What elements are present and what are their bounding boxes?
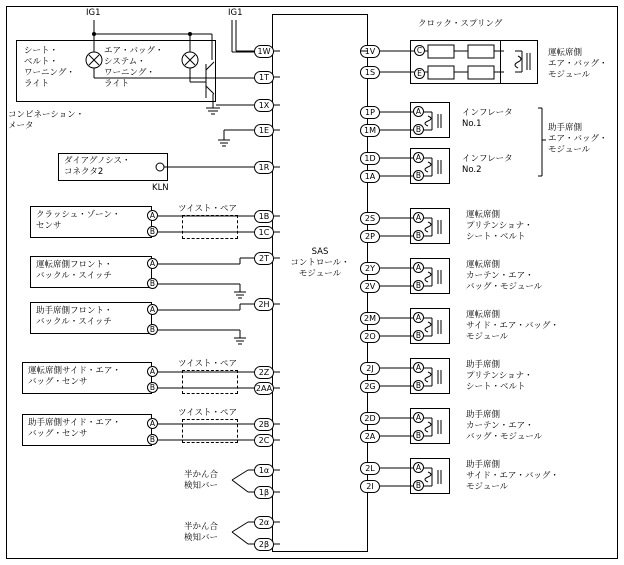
passenger-side-sensor-terminal-a: A <box>147 418 158 429</box>
passenger-side-sensor-terminal-b: B <box>147 434 158 445</box>
driver-airbag-module-l2: エア・バッグ・ <box>548 59 608 69</box>
pin-2T: 2T <box>254 252 274 265</box>
inflator-no1-terminal-b: B <box>413 124 424 135</box>
airbag-warning-light-l3: ワーニング・ <box>104 68 155 78</box>
driver-buckle-terminal-b: B <box>147 278 158 289</box>
pin-2AA: 2AA <box>255 384 273 393</box>
passenger-buckle-l1: 助手席側フロント・ <box>36 306 113 316</box>
pin-1W: 1W <box>254 45 274 58</box>
passenger-pretensioner-l3: シート・ベルト <box>466 382 526 392</box>
seatbelt-warning-light-l4: ライト <box>24 79 50 89</box>
passenger-buckle-terminal-a: A <box>147 304 158 315</box>
passenger-side-twist-label: ツイスト・ペア <box>178 408 237 418</box>
driver-side-module-l3: モジュール <box>466 332 509 342</box>
inflator-no2-l1: インフレータ <box>462 154 513 164</box>
pin-2A: 2A <box>360 430 380 443</box>
driver-side-module-l1: 運転席側 <box>466 310 501 320</box>
pin-2G: 2G <box>360 380 380 393</box>
crash-zone-terminal-b: B <box>147 226 158 237</box>
pin-2alpha: 2α <box>254 516 274 529</box>
driver-curtain-terminal-a: A <box>413 262 424 273</box>
driver-pretensioner-l3: シート・ベルト <box>466 232 526 242</box>
kln-label: KLN <box>152 183 169 193</box>
driver-side-module-l2: サイド・エア・バッグ・ <box>466 321 559 331</box>
passenger-side-module-terminal-a: A <box>413 462 424 473</box>
inflator-no2-terminal-a: A <box>413 152 424 163</box>
passenger-airbag-module-l2: エア・バッグ・ <box>548 134 608 144</box>
pin-1P: 1P <box>360 106 380 119</box>
crash-zone-sensor-l2: センサ <box>36 221 62 231</box>
pin-1B: 1B <box>254 210 274 223</box>
driver-side-module-terminal-b: B <box>413 330 424 341</box>
pin-1alpha: 1α <box>254 464 274 477</box>
driver-curtain-l2: カーテン・エア・ <box>466 271 534 281</box>
airbag-warning-light-l4: ライト <box>104 79 130 89</box>
pin-1S: 1S <box>360 66 380 79</box>
inflator-no2-l2: No.2 <box>462 165 482 175</box>
passenger-side-module-l3: モジュール <box>466 482 509 492</box>
driver-airbag-module-l1: 運転席側 <box>548 48 583 58</box>
passenger-buckle-terminal-b: B <box>147 324 158 335</box>
pin-2L: 2L <box>360 462 380 475</box>
half-latch-1-l2: 検知バー <box>184 481 219 491</box>
passenger-side-sensor-l2: バッグ・センサ <box>28 429 88 439</box>
clock-spring-terminal-e: E <box>414 68 425 79</box>
driver-side-sensor-terminal-b: B <box>147 382 158 393</box>
clock-spring-label: クロック・スプリング <box>418 19 503 29</box>
passenger-curtain-l3: バッグ・モジュール <box>466 432 543 442</box>
driver-buckle-terminal-a: A <box>147 258 158 269</box>
half-latch-2-l1: 半かん合 <box>184 522 219 532</box>
half-latch-1-l1: 半かん合 <box>184 470 219 480</box>
combination-meter-caption-l1: コンビネーション・ <box>8 110 85 120</box>
pin-1T: 1T <box>254 71 274 84</box>
pin-1R: 1R <box>254 161 274 174</box>
pin-2M: 2M <box>360 312 380 325</box>
pin-2P: 2P <box>360 230 380 243</box>
inflator-no2-terminal-b: B <box>413 170 424 181</box>
pin-1beta: 1β <box>254 486 274 499</box>
passenger-side-module-terminal-b: B <box>413 480 424 491</box>
inflator-no1-l2: No.1 <box>462 119 482 129</box>
inflator-no1-l1: インフレータ <box>462 108 513 118</box>
diagnosis-connector-l2: コネクタ2 <box>64 167 104 177</box>
seatbelt-warning-light-l2: ベルト・ <box>24 57 59 67</box>
passenger-side-module-l2: サイド・エア・バッグ・ <box>466 471 559 481</box>
diagnosis-connector-l1: ダイアグノシス・ <box>64 156 131 166</box>
sas-label-line1: SAS <box>311 247 329 257</box>
ig1-right-label: IG1 <box>228 8 243 18</box>
passenger-curtain-l2: カーテン・エア・ <box>466 421 534 431</box>
passenger-pretensioner-terminal-b: B <box>413 380 424 391</box>
crash-zone-terminal-a: A <box>147 210 158 221</box>
pin-2H: 2H <box>254 298 274 311</box>
pin-2S: 2S <box>360 212 380 225</box>
driver-side-sensor-l1: 運転席側サイド・エア・ <box>28 366 121 376</box>
half-latch-2-l2: 検知バー <box>184 533 219 543</box>
driver-pretensioner-l1: 運転席側 <box>466 210 501 220</box>
passenger-buckle-l2: バックル・スイッチ <box>36 317 112 327</box>
airbag-warning-light-l2: システム・ <box>104 57 146 67</box>
seatbelt-warning-light-l1: シート・ <box>24 46 59 56</box>
crash-zone-twist-label: ツイスト・ペア <box>178 204 237 214</box>
pin-2Y: 2Y <box>360 262 380 275</box>
sas-label-line2: コントロール・ <box>290 258 350 268</box>
seatbelt-warning-light-l3: ワーニング・ <box>24 68 75 78</box>
ig1-left-label: IG1 <box>86 8 101 18</box>
airbag-warning-light-l1: エア・バッグ・ <box>104 46 164 56</box>
pin-1C: 1C <box>254 226 274 239</box>
pin-2B: 2B <box>254 418 274 431</box>
pin-2D: 2D <box>360 412 380 425</box>
driver-pretensioner-l2: プリテンショナ・ <box>466 221 533 231</box>
pin-1V: 1V <box>360 45 380 58</box>
pin-2Z: 2Z <box>254 366 274 379</box>
passenger-airbag-module-l3: モジュール <box>548 145 591 155</box>
driver-pretensioner-terminal-a: A <box>413 212 424 223</box>
driver-side-sensor-l2: バッグ・センサ <box>28 377 88 387</box>
passenger-curtain-terminal-a: A <box>413 412 424 423</box>
pin-2I: 2I <box>360 480 380 493</box>
passenger-pretensioner-l2: プリテンショナ・ <box>466 371 533 381</box>
passenger-curtain-l1: 助手席側 <box>466 410 501 420</box>
passenger-curtain-terminal-b: B <box>413 430 424 441</box>
passenger-side-module-l1: 助手席側 <box>466 460 501 470</box>
combination-meter-caption-l2: メータ <box>8 121 34 131</box>
pin-1E: 1E <box>254 124 274 137</box>
pin-2beta: 2β <box>254 538 274 551</box>
driver-curtain-l3: バッグ・モジュール <box>466 282 543 292</box>
driver-airbag-module-l3: モジュール <box>548 70 591 80</box>
driver-pretensioner-terminal-b: B <box>413 230 424 241</box>
driver-side-twist-label: ツイスト・ペア <box>178 359 237 369</box>
pin-2J: 2J <box>360 362 380 375</box>
driver-side-sensor-terminal-a: A <box>147 366 158 377</box>
pin-1D: 1D <box>360 152 380 165</box>
pin-1M: 1M <box>360 124 380 137</box>
driver-buckle-l1: 運転席側フロント・ <box>36 260 113 270</box>
pin-1A: 1A <box>360 170 380 183</box>
driver-curtain-terminal-b: B <box>413 280 424 291</box>
driver-curtain-l1: 運転席側 <box>466 260 501 270</box>
pin-2V: 2V <box>360 280 380 293</box>
passenger-pretensioner-terminal-a: A <box>413 362 424 373</box>
sas-label-line3: モジュール <box>298 269 342 279</box>
passenger-airbag-module-l1: 助手席側 <box>548 123 583 133</box>
passenger-pretensioner-l1: 助手席側 <box>466 360 501 370</box>
driver-buckle-l2: バックル・スイッチ <box>36 271 112 281</box>
pin-2C: 2C <box>254 434 274 447</box>
driver-side-module-terminal-a: A <box>413 312 424 323</box>
pin-1X: 1X <box>254 99 274 112</box>
inflator-no1-terminal-a: A <box>413 106 424 117</box>
clock-spring-terminal-c: C <box>414 45 425 56</box>
crash-zone-sensor-l1: クラッシュ・ゾーン・ <box>36 210 121 220</box>
passenger-side-sensor-l1: 助手席側サイド・エア・ <box>28 418 121 428</box>
pin-2O: 2O <box>360 330 380 343</box>
